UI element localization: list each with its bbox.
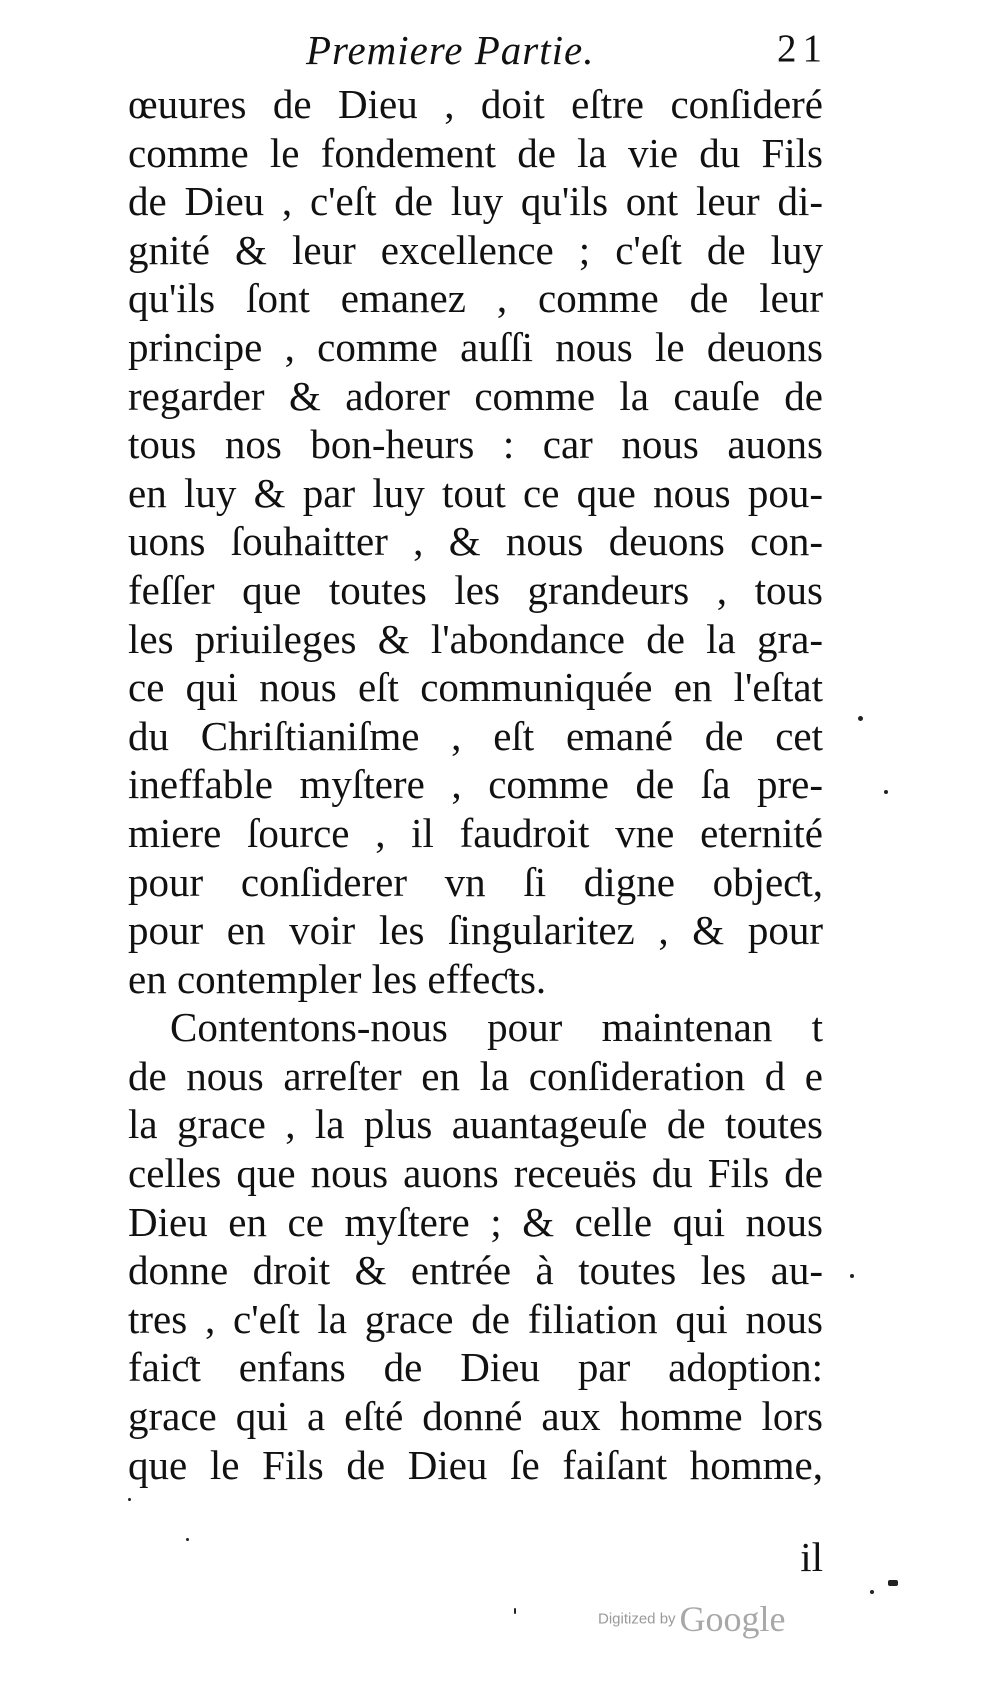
catchword: il (800, 1534, 823, 1580)
text-line: en luy & par luy tout ce que nous pou- (128, 469, 823, 516)
paragraph-2 (128, 1003, 823, 1489)
text-line: tres , c'eſt la grace de filiation qui nous (128, 1295, 823, 1342)
running-head: Premiere Partie. (306, 27, 595, 73)
page-number: 21 (777, 27, 828, 70)
text-line: de nous arreſter en la conſideration d e (128, 1052, 823, 1099)
text-line: principe , comme auſſi nous le deuons (128, 323, 823, 370)
text-line: en contempler les effeƈts. (128, 955, 547, 1002)
paragraph-1 (128, 80, 823, 1003)
text-line: pour conſiderer vn ſi digne objeƈt, (128, 858, 823, 905)
scan-speck (850, 1274, 854, 1278)
digitized-prefix: Digitized by (598, 1610, 676, 1628)
text-line: de Dieu , c'eſt de luy qu'ils ont leur di- (128, 178, 823, 225)
text-line: grace qui a eſté donné aux homme lors (128, 1393, 823, 1440)
text-line: pour en voir les ſingularitez , & pour (128, 907, 823, 954)
scan-speck (858, 716, 863, 721)
text-line: gnité & leur excellence ; c'eſt de luy (128, 226, 823, 273)
scan-speck (884, 790, 888, 794)
text-line: comme le fondement de la vie du Fils (128, 129, 823, 176)
text-line: du Chriſtianiſme , eſt emané de cet (128, 712, 823, 759)
text-line: regarder & adorer comme la cauſe de (128, 372, 823, 419)
body-text (128, 80, 823, 1489)
digitized-by-watermark (598, 1598, 786, 1640)
text-line: faiƈt enfans de Dieu par adoption: (128, 1344, 823, 1391)
text-line: les priuileges & l'abondance de la gra- (128, 615, 823, 662)
google-logo: Google (679, 1599, 786, 1639)
text-line: œuures de Dieu , doit eſtre conſideré (128, 81, 823, 127)
text-line: ineffable myſtere , comme de ſa pre- (128, 761, 823, 808)
text-line: Contentons-nous pour maintenan t (170, 1004, 823, 1051)
text-line: feſſer que toutes les grandeurs , tous (128, 566, 823, 613)
scan-speck (870, 1590, 874, 1594)
page-header (128, 24, 828, 76)
text-line: ce qui nous eſt communiquée en l'eſtat (128, 664, 823, 711)
text-line: donne droit & entrée à toutes les au- (128, 1247, 823, 1294)
text-line: Dieu en ce myſtere ; & celle qui nous (128, 1198, 823, 1245)
text-line: uons ſouhaitter , & nous deuons con- (128, 518, 823, 565)
text-line: qu'ils ſont emanez , comme de leur (128, 275, 823, 322)
text-line: tous nos bon-heurs : car nous auons (128, 421, 823, 468)
text-line: la grace , la plus auantageuſe de toutes (128, 1101, 823, 1148)
scan-speck (888, 1580, 898, 1586)
scan-speck (514, 1608, 516, 1614)
scan-speck (128, 1498, 131, 1501)
text-line: celles que nous auons receuës du Fils de (128, 1150, 823, 1197)
scan-speck (186, 1538, 189, 1541)
text-line: miere ſource , il faudroit vne eternité (128, 809, 823, 856)
text-line: que le Fils de Dieu ſe faiſant homme, (128, 1441, 823, 1488)
